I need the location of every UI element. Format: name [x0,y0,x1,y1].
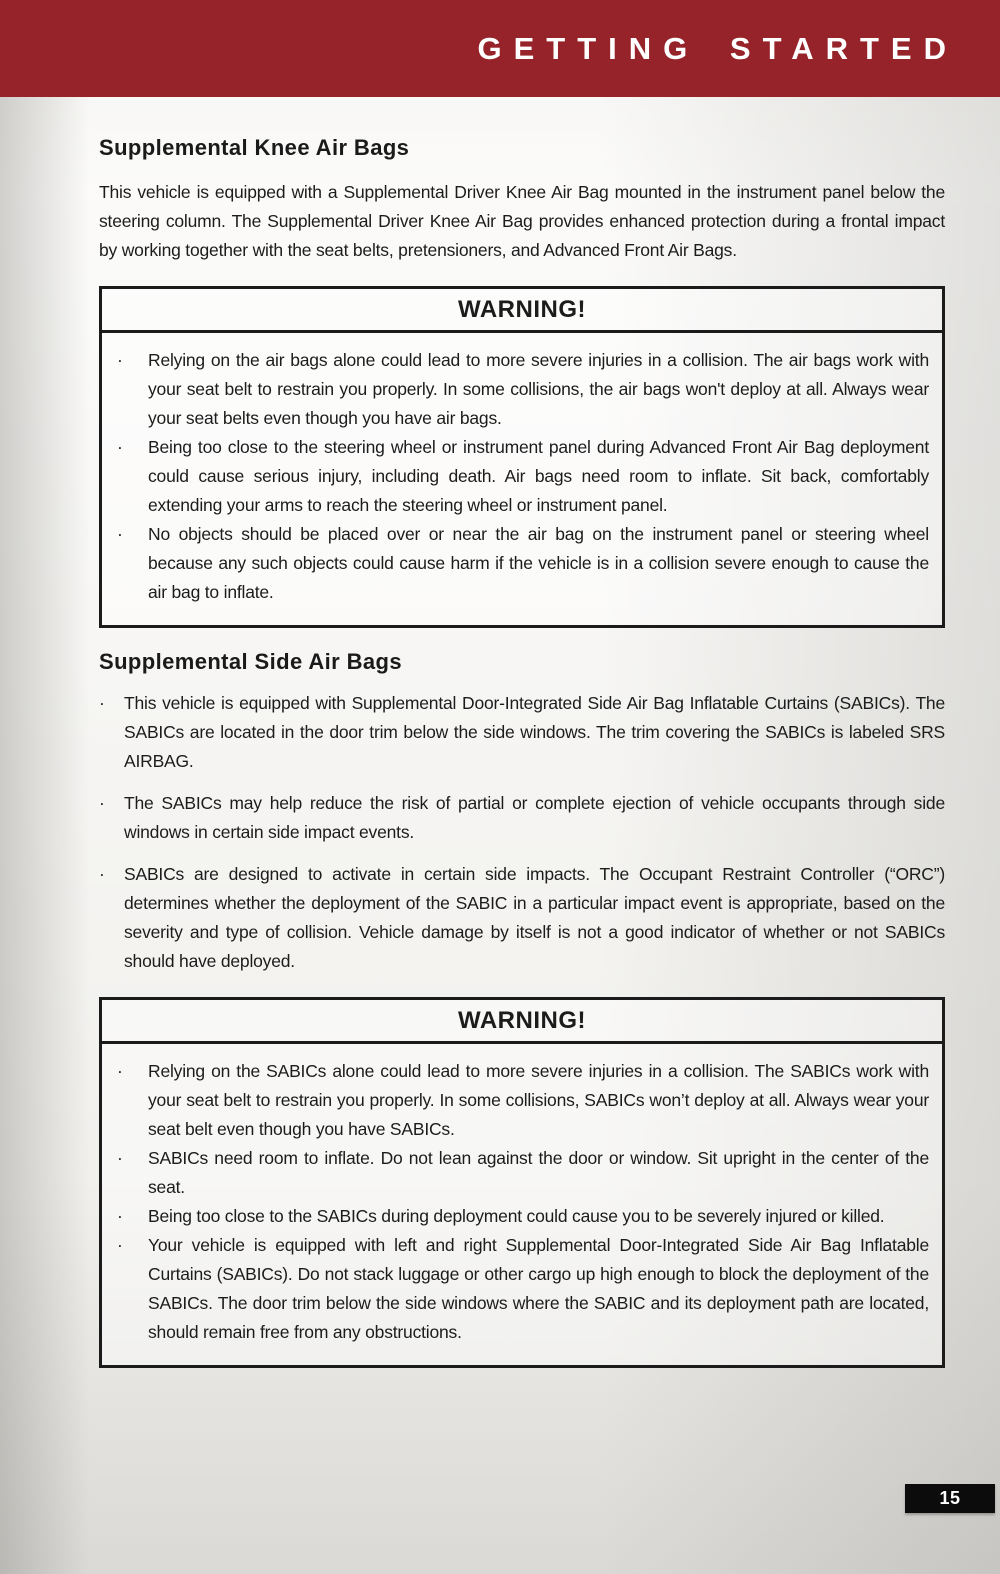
warning-title: WARNING! [102,1000,942,1044]
bullet-dot: · [117,437,123,458]
bullet-text: SABICs need room to inflate. Do not lean against the door or window. Sit upright in the center of the seat. [148,1147,929,1197]
warning-bullet-item [114,1057,929,1144]
bullet-text: SABICs are designed to activate in certain side impacts. The Occupant Restraint Controller (“ORC”) determines whether the deployment of the SABIC in a particular impact event is appropriate, based on the severity and type of collision. Vehicle damage by itself is not a good indicator of whether or not SABICs should have deployed. [124,863,945,971]
bullet-text: Being too close to the SABICs during deployment could cause you to be severely injured or killed. [148,1205,885,1226]
knee-air-bags-paragraph: This vehicle is equipped with a Supplemental Driver Knee Air Bag mounted in the instrument panel below the steering column. The Supplemental Driver Knee Air Bag provides enhanced protection during a frontal impact by working together with the seat belts, pretensioners, and Advanced Front Air Bags. [99,182,945,261]
warning-bullet-item [114,346,929,433]
bullet-dot: · [99,692,105,713]
list-item [99,860,945,976]
warning-bullet-item [114,1231,929,1347]
warning-bullet-item [114,1202,929,1231]
warning-bullet-list [102,333,942,625]
bullet-dot: · [117,350,123,371]
page-content [99,135,945,1368]
warning-box-knee-air-bags [99,286,945,628]
list-item [99,789,945,847]
list-item [99,689,945,776]
bullet-dot: · [117,1060,123,1081]
bullet-text: The SABICs may help reduce the risk of partial or complete ejection of vehicle occupants through side windows in certain side impact events. [124,792,945,842]
warning-bullet-list [102,1044,942,1365]
chapter-header-band [0,0,1000,97]
warning-title: WARNING! [102,289,942,333]
bullet-dot: · [117,524,123,545]
bullet-text: Relying on the SABICs alone could lead to more severe injuries in a collision. The SABICs work with your seat belt to restrain you properly. In some collisions, SABICs won’t deploy at all. Always wear your seat belt even though you have SABICs. [148,1060,929,1139]
side-air-bags-bullet-list [99,689,945,976]
bullet-text: Your vehicle is equipped with left and right Supplemental Door-Integrated Side Air Bag Inflatable Curtains (SABICs). Do not stack luggage or other cargo up high enough to block the deployment of the SABICs. The door trim below the side windows where the SABIC and its deployment path are located, should remain free from any obstructions. [148,1234,929,1342]
warning-bullet-item [114,520,929,607]
page-number: 15 [939,1488,961,1508]
section-heading-knee-air-bags: Supplemental Knee Air Bags [99,135,410,160]
bullet-dot: · [117,1205,123,1226]
bullet-text: Relying on the air bags alone could lead to more severe injuries in a collision. The air bags work with your seat belt to restrain you properly. In some collisions, the air bags won't deploy at all. Always wear your seat belts even though you have air bags. [148,350,929,429]
warning-bullet-item [114,1144,929,1202]
bullet-text: Being too close to the steering wheel or instrument panel during Advanced Front Air Bag deployment could cause serious injury, including death. Air bags need room to inflate. Sit back, comfortably extending your arms to reach the steering wheel or instrument panel. [148,437,929,516]
page-number-badge [905,1484,995,1513]
bullet-text: This vehicle is equipped with Supplemental Door-Integrated Side Air Bag Inflatable Curtains (SABICs). The SABICs are located in the door trim below the side windows. The trim covering the SABICs is labeled SRS AIRBAG. [124,692,945,771]
bullet-text: No objects should be placed over or near the air bag on the instrument panel or steering wheel because any such objects could cause harm if the vehicle is in a collision severe enough to cause the air bag to inflate. [148,524,929,603]
chapter-title: GETTING STARTED [477,31,958,66]
warning-box-side-air-bags [99,997,945,1368]
section-heading-side-air-bags: Supplemental Side Air Bags [99,649,402,675]
bullet-dot: · [117,1234,123,1255]
bullet-dot: · [99,792,105,813]
warning-bullet-item [114,433,929,520]
bullet-dot: · [117,1147,123,1168]
bullet-dot: · [99,863,105,884]
